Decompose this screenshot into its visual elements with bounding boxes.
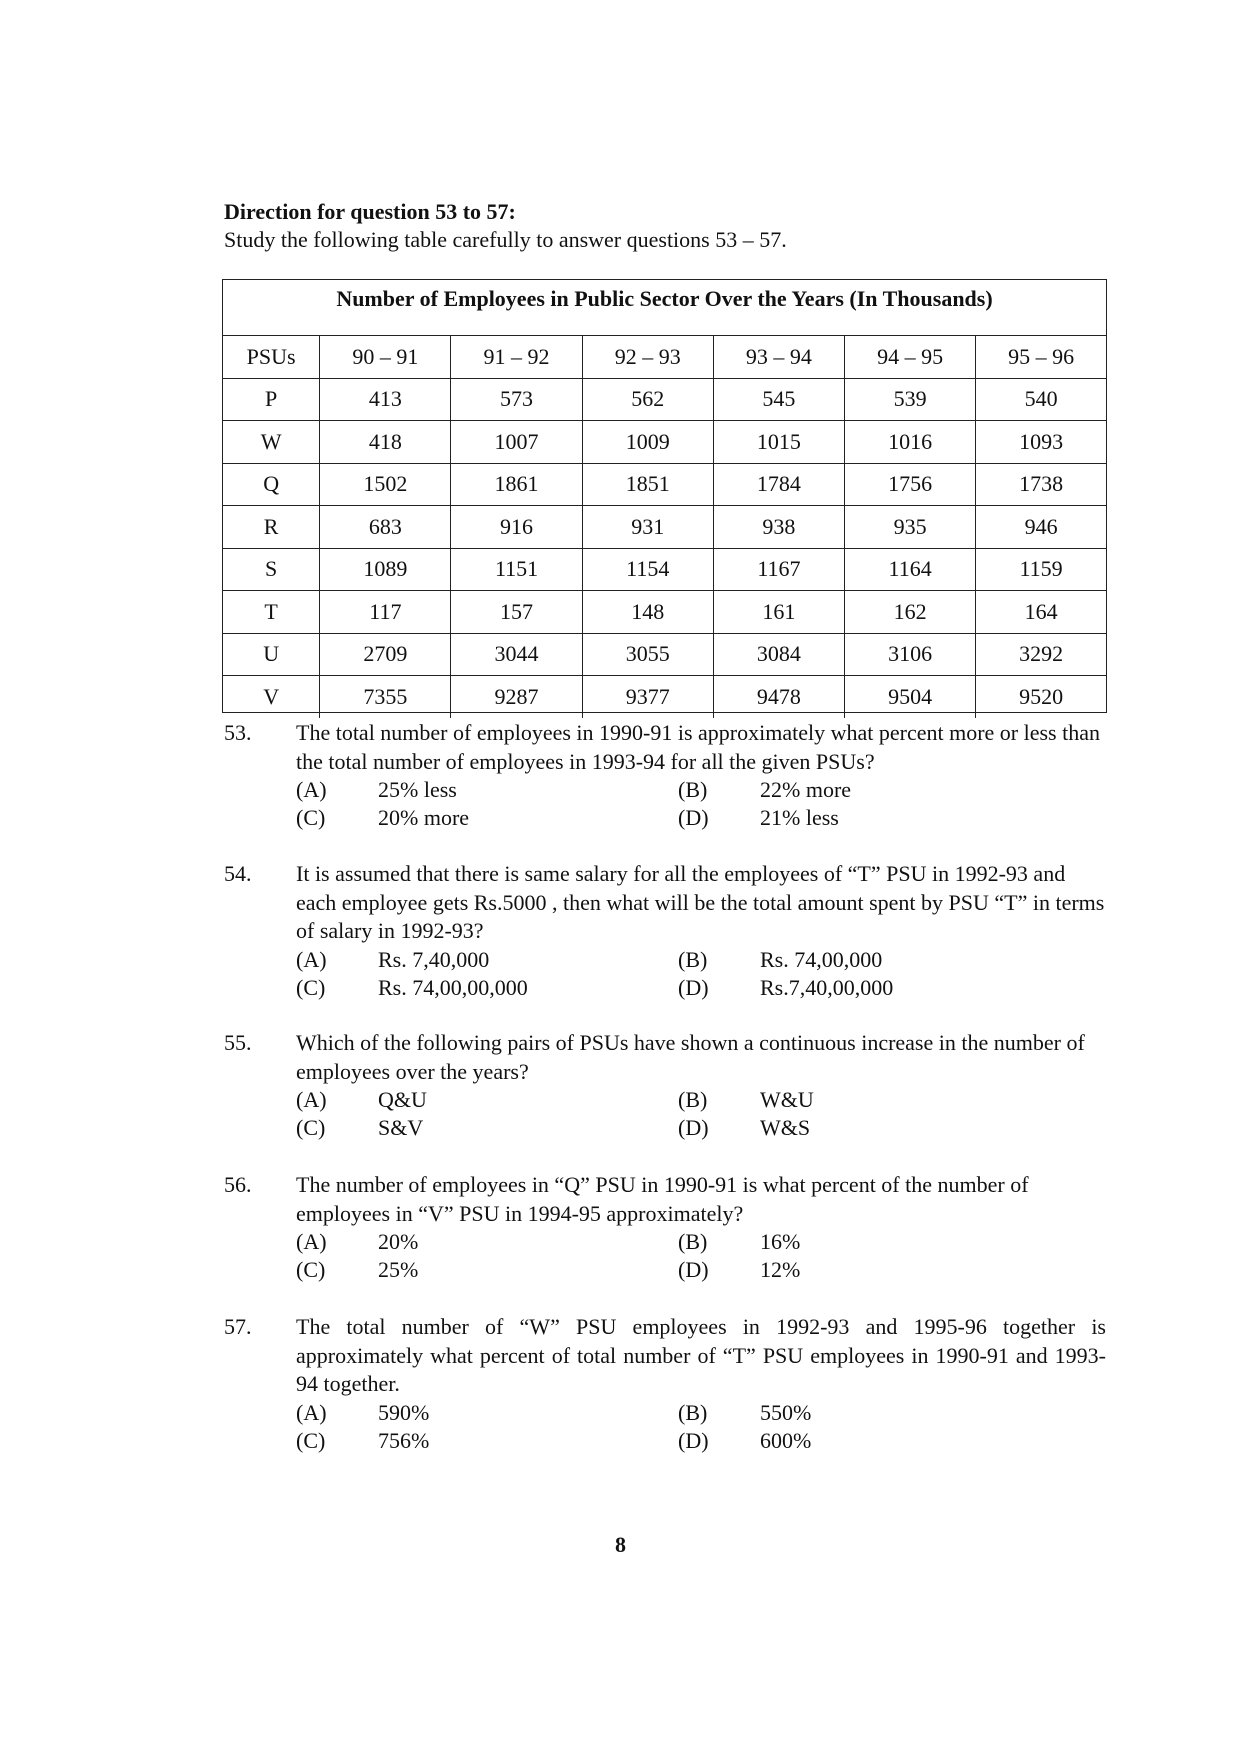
option-a xyxy=(296,946,489,975)
option-value: 25% xyxy=(378,1257,419,1282)
data-table xyxy=(223,336,1106,718)
table-cell: 413 xyxy=(320,378,451,421)
question-options xyxy=(296,1086,1106,1143)
option-value: 25% less xyxy=(378,777,457,802)
table-cell: 418 xyxy=(320,421,451,464)
question-text: Which of the following pairs of PSUs have shown a continuous increase in the number of employees over the years? xyxy=(296,1030,1085,1084)
table-cell: 161 xyxy=(713,591,844,634)
table-row xyxy=(223,591,1106,634)
table-cell: 1007 xyxy=(451,421,582,464)
option-a xyxy=(296,1399,429,1428)
table-cell: 148 xyxy=(582,591,713,634)
option-value: 756% xyxy=(378,1427,430,1453)
table-cell: 3044 xyxy=(451,633,582,676)
table-cell: 1159 xyxy=(976,548,1106,591)
table-cell: 1167 xyxy=(713,548,844,591)
table-cell: 935 xyxy=(845,506,976,549)
table-cell: U xyxy=(223,633,320,676)
table-cell: 3055 xyxy=(582,633,713,676)
option-b xyxy=(678,946,882,975)
table-row xyxy=(223,676,1106,718)
question-text: The total number of “W” PSU employees in 1992-93 and 1995-96 together is approximately what percent of total number of “T” PSU employees in 1990-91 and 1993-94 together. xyxy=(296,1314,1106,1396)
header-cell: 92 – 93 xyxy=(582,336,713,378)
table-cell: 916 xyxy=(451,506,582,549)
table-cell: 683 xyxy=(320,506,451,549)
table-cell: 1151 xyxy=(451,548,582,591)
table-cell: 117 xyxy=(320,591,451,634)
option-value: 20% more xyxy=(378,805,470,830)
option-label: (B) xyxy=(678,1399,708,1425)
direction-instruction: Study the following table carefully to answer questions 53 – 57. xyxy=(224,227,787,252)
option-label: (D) xyxy=(678,1427,709,1453)
header-cell: 91 – 92 xyxy=(451,336,582,378)
table-cell: 3106 xyxy=(845,633,976,676)
table-cell: 1738 xyxy=(976,463,1106,506)
option-value: Rs. 74,00,000 xyxy=(760,946,883,972)
option-b xyxy=(678,1086,814,1115)
option-label: (D) xyxy=(678,1115,709,1140)
question-54 xyxy=(224,860,1124,1003)
option-value: W&S xyxy=(760,1115,811,1140)
table-cell: P xyxy=(223,378,320,421)
table-cell: T xyxy=(223,591,320,634)
option-label: (C) xyxy=(296,1257,326,1282)
question-number: 54. xyxy=(224,861,252,886)
question-57 xyxy=(224,1313,1124,1456)
table-cell: 1502 xyxy=(320,463,451,506)
table-cell: S xyxy=(223,548,320,591)
option-a xyxy=(296,776,457,805)
option-label: (A) xyxy=(296,946,327,972)
table-cell: 157 xyxy=(451,591,582,634)
question-text: The total number of employees in 1990-91 is approximately what percent more or less than the total number of employees in 1993-94 for all the given PSUs? xyxy=(296,720,1100,774)
option-value: Rs. 7,40,000 xyxy=(378,946,490,972)
table-cell: 1093 xyxy=(976,421,1106,464)
table-cell: 1784 xyxy=(713,463,844,506)
table-cell: 9287 xyxy=(451,676,582,718)
table-cell: 931 xyxy=(582,506,713,549)
page-number: 8 xyxy=(615,1532,626,1557)
question-options xyxy=(296,1399,1106,1456)
option-label: (A) xyxy=(296,777,327,802)
table-row xyxy=(223,633,1106,676)
option-d xyxy=(678,1114,810,1143)
table-cell: 1164 xyxy=(845,548,976,591)
option-d xyxy=(678,1256,800,1285)
option-label: (C) xyxy=(296,1115,326,1140)
table-header-row xyxy=(223,336,1106,378)
option-value: 590% xyxy=(378,1399,430,1425)
option-value: Rs.7,40,00,000 xyxy=(760,974,894,1000)
question-55 xyxy=(224,1029,1124,1143)
table-cell: Q xyxy=(223,463,320,506)
option-value: 600% xyxy=(760,1427,812,1453)
option-value: 21% less xyxy=(760,805,839,830)
question-options xyxy=(296,776,1106,833)
question-text: It is assumed that there is same salary for all the employees of “T” PSU in 1992-93 and each employee gets Rs.5000 , then what will be the total amount spent by PSU “T” in terms of salary in 1992-93? xyxy=(296,861,1105,943)
question-53 xyxy=(224,719,1124,833)
table-row xyxy=(223,506,1106,549)
option-label: (C) xyxy=(296,805,326,830)
table-cell: 3292 xyxy=(976,633,1106,676)
option-c xyxy=(296,804,469,833)
option-value: W&U xyxy=(760,1087,814,1112)
option-d xyxy=(678,1427,811,1456)
header-cell: PSUs xyxy=(223,336,320,378)
header-cell: 90 – 91 xyxy=(320,336,451,378)
header-cell: 94 – 95 xyxy=(845,336,976,378)
question-number: 56. xyxy=(224,1172,252,1197)
table-cell: 9377 xyxy=(582,676,713,718)
option-label: (A) xyxy=(296,1399,327,1425)
table-cell: R xyxy=(223,506,320,549)
option-value: 550% xyxy=(760,1399,812,1425)
option-c xyxy=(296,1256,418,1285)
table-cell: 946 xyxy=(976,506,1106,549)
option-b xyxy=(678,1228,800,1257)
question-options xyxy=(296,946,1106,1003)
option-label: (B) xyxy=(678,946,708,972)
option-label: (B) xyxy=(678,777,708,802)
table-cell: 545 xyxy=(713,378,844,421)
table-cell: 540 xyxy=(976,378,1106,421)
table-cell: 539 xyxy=(845,378,976,421)
table-row xyxy=(223,463,1106,506)
option-value: 12% xyxy=(760,1257,801,1282)
option-value: 16% xyxy=(760,1229,801,1254)
direction-block xyxy=(224,198,787,254)
option-label: (C) xyxy=(296,1427,326,1453)
option-label: (A) xyxy=(296,1229,327,1254)
table-cell: 162 xyxy=(845,591,976,634)
option-c xyxy=(296,1114,423,1143)
header-cell: 95 – 96 xyxy=(976,336,1106,378)
question-number: 53. xyxy=(224,720,252,745)
option-label: (D) xyxy=(678,1257,709,1282)
option-label: (D) xyxy=(678,805,709,830)
table-row xyxy=(223,421,1106,464)
option-value: Rs. 74,00,00,000 xyxy=(378,974,528,1000)
table-cell: 1016 xyxy=(845,421,976,464)
direction-title: Direction for question 53 to 57: xyxy=(224,199,516,224)
table-cell: 1861 xyxy=(451,463,582,506)
table-cell: 1756 xyxy=(845,463,976,506)
question-number: 55. xyxy=(224,1030,252,1055)
option-label: (D) xyxy=(678,974,709,1000)
option-value: 22% more xyxy=(760,777,852,802)
option-c xyxy=(296,974,528,1003)
option-label: (B) xyxy=(678,1087,708,1112)
option-b xyxy=(678,776,851,805)
option-c xyxy=(296,1427,429,1456)
question-number: 57. xyxy=(224,1314,252,1339)
option-value: S&V xyxy=(378,1115,424,1140)
table-cell: 1154 xyxy=(582,548,713,591)
option-d xyxy=(678,804,839,833)
table-cell: 3084 xyxy=(713,633,844,676)
option-label: (B) xyxy=(678,1229,708,1254)
option-d xyxy=(678,974,893,1003)
table-cell: 1851 xyxy=(582,463,713,506)
table-cell: 9520 xyxy=(976,676,1106,718)
table-cell: 164 xyxy=(976,591,1106,634)
table-row xyxy=(223,378,1106,421)
table-cell: 9504 xyxy=(845,676,976,718)
table-cell: 1015 xyxy=(713,421,844,464)
question-text: The number of employees in “Q” PSU in 1990-91 is what percent of the number of employees in “V” PSU in 1994-95 approximately? xyxy=(296,1172,1029,1226)
option-b xyxy=(678,1399,811,1428)
table-cell: 1009 xyxy=(582,421,713,464)
option-label: (A) xyxy=(296,1087,327,1112)
option-value: Q&U xyxy=(378,1087,427,1112)
option-value: 20% xyxy=(378,1229,419,1254)
table-cell: 938 xyxy=(713,506,844,549)
table-cell: 562 xyxy=(582,378,713,421)
table-cell: 573 xyxy=(451,378,582,421)
header-cell: 93 – 94 xyxy=(713,336,844,378)
option-label: (C) xyxy=(296,974,326,1000)
table-caption: Number of Employees in Public Sector Over the Years (In Thousands) xyxy=(223,280,1106,336)
question-56 xyxy=(224,1171,1124,1285)
table-cell: 2709 xyxy=(320,633,451,676)
table-cell: V xyxy=(263,683,280,709)
question-options xyxy=(296,1228,1106,1285)
table-cell: 1089 xyxy=(320,548,451,591)
table-row xyxy=(223,548,1106,591)
table-cell: W xyxy=(223,421,320,464)
employees-table xyxy=(222,279,1107,713)
option-a xyxy=(296,1086,427,1115)
table-cell: 7355 xyxy=(320,676,451,718)
option-a xyxy=(296,1228,418,1257)
table-cell: 9478 xyxy=(713,676,844,718)
